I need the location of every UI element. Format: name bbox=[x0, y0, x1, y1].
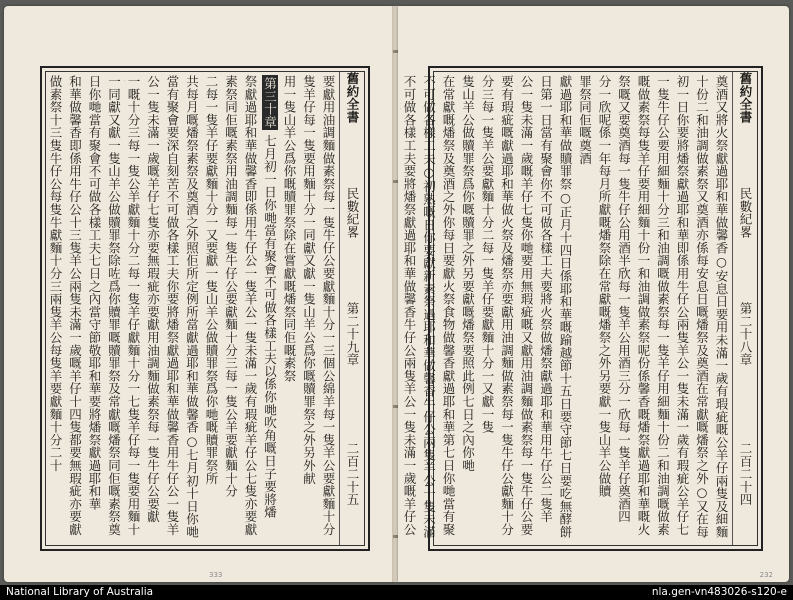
right-page bbox=[398, 6, 789, 582]
left-header-chapter: 第二十九章 bbox=[345, 302, 360, 366]
text-column: 隻羊仔每一隻要用麵十分一同獻又獻一隻山羊公爲你嘅贖罪祭之外另外献 bbox=[301, 75, 317, 485]
left-pencil-page-number: 333 bbox=[209, 571, 223, 579]
text-column: 隻山羊公做贖罪祭爲你嘅贖罪之外另要獻嘅燔祭要照此例七日之內你哋 bbox=[460, 75, 476, 472]
left-footer-page-number: 二百二十五 bbox=[345, 442, 360, 506]
text-column: 二每一隻羊仔要獻麵十分一又要獻一隻山羊公做贖罪祭爲你哋嘅贖罪祭所 bbox=[204, 75, 219, 485]
chapter-marker: 第三十章 bbox=[262, 77, 278, 129]
text-column: 日你哋當有聚會不可做各樣工夫七日之內當守節敬耶和華要將燔祭獻過耶和華 bbox=[87, 75, 102, 511]
image-identifier: nla.gen-vn483026-s120-e bbox=[651, 586, 787, 598]
archive-footer-bar bbox=[0, 585, 793, 600]
left-header-book: 舊約全書 bbox=[345, 72, 360, 124]
left-header-rule bbox=[339, 72, 340, 545]
text-column: 一嘅十分三每一隻公羊獻麵十分二每一隻羊仔獻麵十分一七隻羊仔每一隻要用麵十 bbox=[126, 75, 141, 536]
text-column: 初一日你要將燔祭獻過耶和華即係用牛仔公兩隻羊公一隻未滿一歲有瑕疵公羊仔七 bbox=[675, 75, 690, 536]
right-header-book: 舊約全書 bbox=[738, 72, 753, 124]
text-column: 分一欣呢係一年每月所獻嘅燔祭除在常獻嘅燔祭之外另要獻一隻山羊公做贖 bbox=[597, 75, 612, 498]
text-column: 共每月嘅燔祭素祭及奠酒之外照佢所定例所當獻過耶和華做馨香○七月初十日你哋 bbox=[184, 75, 200, 539]
text-column: 不可做各樣工夫○初熟嘅日你要獻新素祭過耶和華做馨香牛仔公兩隻羊公一隻未滿 bbox=[421, 75, 437, 539]
text-column: 日第一日當有聚會你不可做各樣工夫要將火祭做燔祭獻過耶和華用牛仔公二隻羊 bbox=[538, 75, 554, 523]
text-column: 公一隻未滿一歲嘅羊仔七隻亦要無瑕疵亦要獻用油調麵做素祭每一隻牛仔公要獻 bbox=[145, 75, 161, 523]
text-column: 用一隻山羊公爲你嘅贖罪祭除在嘗獻嘅燔祭同佢嘅素祭 bbox=[282, 75, 297, 383]
text-column: 罪祭同佢嘅奠酒 bbox=[577, 75, 593, 165]
text-column: 祭嘅又要奠酒每一隻牛仔公用酒半欣每一隻羊公用酒三分一欣每一隻羊仔奠酒四 bbox=[616, 75, 632, 523]
text-column: 要獻用油調麵做素祭每一隻牛仔公要獻麵十分一三個公綿羊每一隻羊公要獻麵十分 bbox=[321, 75, 336, 536]
text-column: 公一隻未滿一歲嘅羊仔七隻你哋要用無瑕疵嘅又獻用油調麵做素祭每一隻牛仔公要 bbox=[519, 75, 534, 536]
right-pencil-page-number: 232 bbox=[759, 571, 773, 579]
text-column: 要有瑕疵嘅獻過耶和華做火祭及燔祭亦要獻用油調麵做素祭每一隻牛仔公獻麵十分 bbox=[499, 75, 515, 536]
text-column: 祭獻過耶和華做馨香即係用牛仔公一隻羊公一隻未滿一歲有瑕疵羊仔公七隻亦要獻 bbox=[243, 75, 258, 536]
left-page bbox=[4, 6, 395, 582]
right-header-rule bbox=[732, 72, 733, 545]
library-credit: National Library of Australia bbox=[6, 586, 154, 598]
text-column: 嘅做素祭每隻羊仔要用細麵十份一和油調做素祭呢份係馨香嘅燔祭獻過耶和華嘅火 bbox=[636, 75, 651, 536]
text-column: 和華做馨香即係用牛仔公十三隻羊公兩隻未滿一歲嘅羊仔十四隻都要無瑕疵亦要獻 bbox=[67, 75, 83, 536]
right-header-section: 民數紀畧 bbox=[738, 187, 753, 239]
text-column: 獻過耶和華做贖罪祭○正月十四日係耶和華嘅踰越節十五日要守節七日要吃無酵餅 bbox=[558, 75, 573, 539]
text-column: 當有聚會要深自刻苦不可做各樣工夫你要將燔祭獻過耶和華做馨香用牛仔公一隻羊 bbox=[165, 75, 180, 536]
text-column: 在常獻嘅燔祭及奠酒之外你每日要獻火祭食物做馨香獻過耶和華第七日你哋當有聚 bbox=[441, 75, 456, 536]
text-column: 十份二和油調做素祭又奠酒亦係每安息日嘅燔祭及奠酒在常獻嘅燔祭之外○又在每 bbox=[694, 75, 710, 539]
right-header-chapter: 第二十八章 bbox=[738, 302, 753, 366]
text-column: 做素祭十三隻牛仔公每隻牛獻麵十分三兩隻羊公每隻羊要獻麵十分二十 bbox=[48, 75, 63, 472]
right-text-frame bbox=[402, 66, 763, 551]
text-column: 素祭同佢嘅素祭用油調麵每一隻牛仔公要獻麵十分三每一隻公羊要獻麵十分 bbox=[223, 75, 239, 498]
text-column: 不可做各樣工夫要將燔祭獻過耶和華做馨香牛仔公兩隻羊公一隻未滿一歲嘅羊仔公 bbox=[402, 75, 417, 536]
text-column: 一隻牛仔公要用細麵十分三和油調嘅做素祭每一隻羊仔用細麵十份二和油調嘅做素 bbox=[655, 75, 671, 536]
text-column: 第三十章 七月初一日你哋當有聚會不可做各樣工夫以係你哋吹角嘅日子要將燔 bbox=[262, 77, 278, 519]
text-column: 分三每一隻羊公要獻麵十分二每一隻羊仔要獻麵十分一又獻一隻 bbox=[480, 75, 495, 434]
text-column: 一同獻又獻一隻山羊公做贖罪祭除咗爲你贖罪嘅贖罪祭及常獻嘅燔祭同佢嘅素祭奠 bbox=[106, 75, 122, 536]
left-header-section: 民數紀畧 bbox=[345, 187, 360, 239]
right-footer-page-number: 二百二十四 bbox=[738, 442, 753, 506]
text-column: 奠酒又將火祭獻過耶和華做馨香○安息日要用未滿一歲有瑕疵嘅公羊仔兩隻及細麵 bbox=[714, 75, 729, 539]
left-text-frame bbox=[40, 66, 370, 551]
